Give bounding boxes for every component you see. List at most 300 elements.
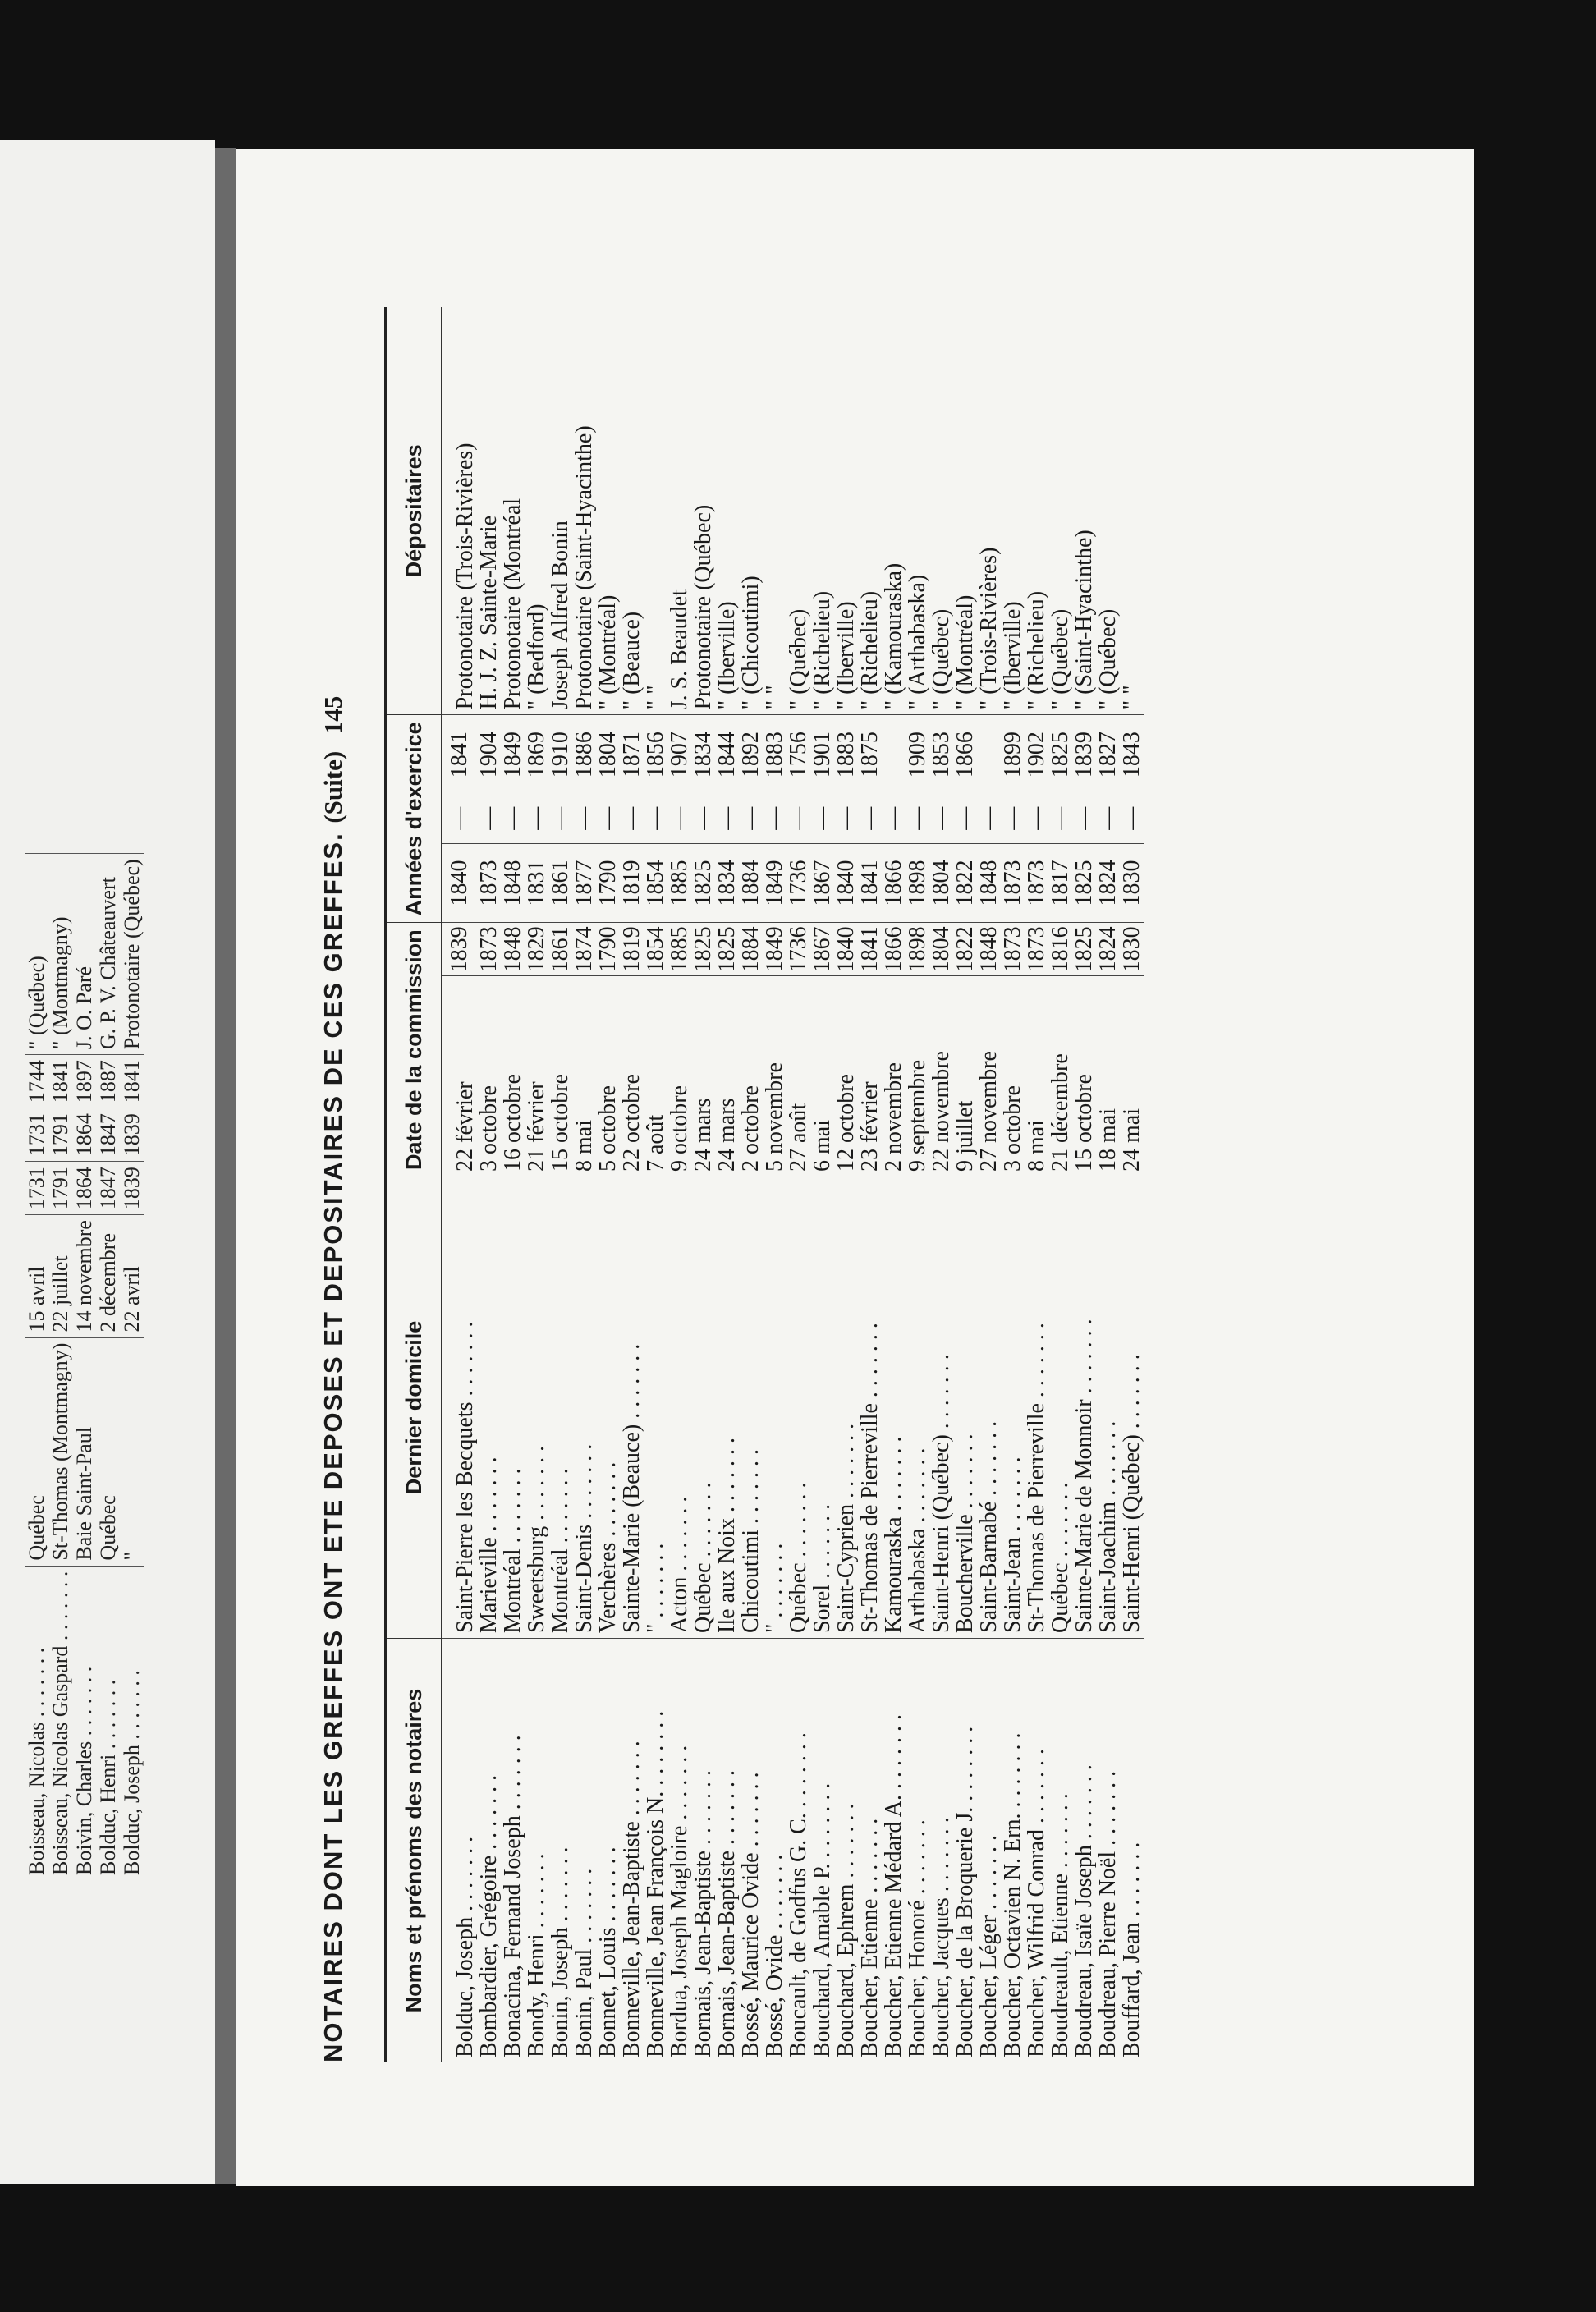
cell-year-end-text: 1909 [905,732,930,778]
table-row [501,307,525,2062]
cell-year-commission [644,923,667,976]
cell-domicile-text: Chicoutimi [738,1530,764,1633]
leader-dots: . . . . . . . [1071,1319,1097,1400]
year-dash: — [500,806,525,830]
cell-date-text: 22 novembre [929,1051,954,1172]
cell-year-end [477,715,501,794]
cell-name-text: Boucher, de la Broquerie J. [952,1806,978,2057]
cell-date-text: 8 mai [571,1120,597,1172]
cell-year-end [882,715,906,794]
cell-year-commission [525,923,548,976]
cell-depositaire [596,307,620,715]
leader-dots: . . . . . . . [929,1817,954,1898]
cell-domicile [525,1177,548,1639]
cell-domicile-text: " [643,1623,668,1633]
cell-year-start-text: 1824 [1095,860,1121,906]
cell-name [25,1566,48,1880]
cell-domicile-text: Montréal [500,1548,525,1633]
cell-domicile [1001,1177,1025,1639]
cell-depositaire-text: " (Québec) [786,608,811,710]
leader-dots: . . . . . . . [72,1666,96,1741]
cell-domicile [596,1177,620,1639]
cell-name [501,1639,525,2063]
leader-dots: . . . . . . . [595,1461,621,1543]
cell-date-text: 8 mai [1024,1120,1049,1172]
cell-domicile [1072,1177,1096,1639]
year-dash: — [619,806,644,830]
cell-name-text: Bouffard, Jean [1119,1922,1144,2057]
cell-domicile-text: Saint-Jean [1000,1537,1025,1633]
leader-dots: . . . . . . . [786,1732,811,1814]
leader-dots: . . . . . . . [809,1503,835,1585]
cell-name-text: Bossé, Ovide [762,1934,787,2057]
cell-depositaire [715,307,739,715]
table-row [1072,307,1096,2062]
cell-date [953,976,977,1177]
cell-depositaire-text: Protonotaire (Trois-Rivières) [452,443,478,710]
cell-depositaire [739,307,763,715]
cell-date-text: 2 décembre [96,1232,120,1333]
cell-depositaire [25,854,48,1055]
cell-year-commission [442,923,478,976]
leader-dots: . . . . . . . [25,1647,48,1723]
cell-domicile-text: Saint-Barnabé [976,1501,1002,1633]
cell-name-text: Boudreau, Isaïe Joseph [1071,1845,1097,2057]
leader-dots: . . . . . . . [714,1438,740,1519]
leader-dots: . . . . . . . [833,1423,859,1504]
cell-depositaire [96,854,120,1055]
cell-name [1072,1639,1096,2063]
table-row [834,307,858,2062]
cell-year-start [525,843,548,923]
leader-dots: . . . . . . . [571,1868,597,1949]
leader-dots: . . . . . . . [952,1434,978,1515]
cell-year-start [834,843,858,923]
cell-depositaire [644,307,667,715]
leader-dots: . . . . . . . [714,1770,740,1851]
cell-year-start-text: 1885 [667,860,692,906]
cell-year-commission-text: 1841 [857,926,883,973]
cell-name-text: Boisseau, Nicolas Gaspard [48,1645,72,1875]
cell-year-end [572,715,596,794]
cell-depositaire [501,307,525,715]
cell-year-commission [72,1162,96,1215]
year-dash: — [881,806,906,830]
cell-name-text: Bordua, Joseph Magloire [667,1825,692,2057]
document-page [236,149,1474,2186]
year-dash: — [714,806,740,830]
table-row [120,854,144,1880]
cell-year-end [787,715,810,794]
cell-depositaire-text: " " [762,685,787,710]
leader-dots: . . . . . . . [786,1482,811,1563]
page-title [319,256,348,2062]
cell-depositaire [667,307,691,715]
leader-dots: . . . . . . . [548,1468,573,1549]
cell-domicile [644,1177,667,1639]
year-dash: — [976,806,1002,830]
cell-name-text: Boivin, Charles [72,1741,96,1875]
cell-year-end-text: 1899 [1000,732,1025,778]
cell-year-end [72,1055,96,1108]
cell-depositaire [882,307,906,715]
cell-year-commission [906,923,929,976]
year-dash: — [1119,806,1144,830]
cell-date [1048,976,1072,1177]
cell-year-end [1001,715,1025,794]
table-row [929,307,953,2062]
cell-date-text: 7 août [643,1114,668,1172]
cell-year-commission-text: 1873 [1024,926,1049,973]
table-row [1025,307,1048,2062]
cell-domicile-text: Marieville [476,1537,502,1633]
cell-domicile [1096,1177,1120,1639]
cell-year-commission [1120,923,1144,976]
cell-year-start-text: 1841 [857,860,883,906]
cell-name [858,1639,882,2063]
cell-year-end-text: 1841 [48,1060,72,1103]
cell-year-start-text: 1834 [714,860,740,906]
cell-name-text: Boucher, Jacques [929,1897,954,2057]
cell-date [1096,976,1120,1177]
leader-dots: . . . . . . . [667,1745,692,1826]
cell-year-commission-text: 1839 [120,1167,144,1210]
cell-depositaire [1120,307,1144,715]
cell-depositaire [72,854,96,1055]
cell-year-start [1096,843,1120,923]
cell-name [644,1639,667,2063]
cell-year-commission [548,923,572,976]
cell-name-text: Boucher, Honoré [905,1900,930,2057]
cell-name-text: Boucher, Etienne [857,1898,883,2057]
cell-year-end-text: 1883 [762,732,787,778]
cell-date [763,976,787,1177]
cell-domicile-text: St-Thomas (Montmagny) [48,1342,72,1561]
cell-name-text: Boudreau, Pierre Noël [1095,1851,1121,2057]
cell-name [977,1639,1001,2063]
column-header-names: Noms et prénoms des notaires [386,1639,442,2063]
cell-year-commission [953,923,977,976]
table-row [596,307,620,2062]
cell-date-text: 27 août [786,1103,811,1172]
table-row [525,307,548,2062]
cell-domicile-text: Montréal [548,1548,573,1633]
cell-domicile [691,1177,715,1639]
cell-depositaire-text: " (Montréal) [595,594,621,710]
cell-year-start [572,843,596,923]
year-dash: — [571,806,597,830]
year-dash: — [738,806,764,830]
cell-date-text: 9 octobre [667,1085,692,1172]
cell-year-start [906,843,929,923]
cell-domicile-text: Québec [786,1562,811,1633]
table-row [620,307,644,2062]
year-dash: — [833,806,859,830]
cell-year-commission-text: 1824 [1095,926,1121,973]
cell-date [1072,976,1096,1177]
cell-date [739,976,763,1177]
table-row [810,307,834,2062]
cell-date-text: 21 décembre [1048,1053,1073,1172]
cell-depositaire-text: " (Bedford) [524,603,549,710]
cell-year-start-text: 1736 [786,860,811,906]
cell-date [787,976,810,1177]
cell-year-commission-text: 1839 [447,926,472,973]
cell-year-commission [1096,923,1120,976]
previous-page-table [25,853,144,1880]
cell-year-end [1096,715,1120,794]
table-row [96,854,120,1880]
cell-year-start-text: 1873 [1024,860,1049,906]
cell-year-start-text: 1830 [1119,860,1144,906]
cell-domicile-text: Québec [96,1495,120,1561]
cell-date-text: 3 octobre [1000,1085,1025,1172]
cell-year-start-text: 1866 [881,860,906,906]
cell-domicile-text: St-Thomas de Pierreville [857,1403,883,1633]
cell-depositaire [1072,307,1096,715]
leader-dots: . . . . . . . [476,1456,502,1538]
cell-depositaire-text: J. O. Paré [72,966,96,1050]
cell-year-commission [691,923,715,976]
cell-date [882,976,906,1177]
cell-year-start [858,843,882,923]
cell-name-text: Bonneville, Jean-Baptiste [619,1821,644,2057]
cell-name [1001,1639,1025,2063]
leader-dots: . . . . . . . [1095,1770,1121,1851]
cell-date [548,976,572,1177]
cell-depositaire-text: " (Beauce) [619,611,644,710]
cell-domicile [787,1177,810,1639]
cell-date-text: 24 mars [690,1098,716,1172]
cell-year-commission [1072,923,1096,976]
cell-date-text: 12 octobre [833,1074,859,1172]
table-row [1096,307,1120,2062]
cell-year-end [620,715,644,794]
leader-dots: . . . . . . . [595,1846,621,1928]
table-body [442,307,1144,2062]
cell-date-text: 15 octobre [1071,1074,1097,1172]
cell-date [477,976,501,1177]
column-header-domicile: Dernier domicile [386,1177,442,1639]
cell-name-text: Bonin, Paul [571,1948,597,2057]
cell-name [120,1566,144,1880]
leader-dots: . . . . . . . [929,1354,954,1435]
cell-name [596,1639,620,2063]
cell-year-start [620,843,644,923]
leader-dots: . . . . . . . [452,1321,478,1402]
cell-year-commission-text: 1804 [929,926,954,973]
leader-dots: . . . . . . . [690,1770,716,1851]
leader-dots: . . . . . . . [1000,1732,1025,1814]
cell-date [525,976,548,1177]
cell-year-start [548,843,572,923]
cell-year-start-text: 1817 [1048,860,1073,906]
cell-depositaire-text: G. P. V. Châteauvert [96,877,120,1050]
cell-year-commission-text: 1791 [48,1167,72,1210]
cell-name [834,1639,858,2063]
cell-date-text: 2 novembre [881,1062,906,1172]
cell-name-text: Boudreault, Etienne [1048,1874,1073,2057]
cell-domicile-text: Ile aux Noix [714,1518,740,1633]
cell-year-end-text: 1892 [738,732,764,778]
cell-year-commission [858,923,882,976]
cell-name-text: Bonneville, Jean François N. [643,1791,668,2057]
cell-domicile-text: Saint-Denis [571,1524,597,1633]
cell-domicile [953,1177,977,1639]
leader-dots: . . . . . . . [452,1836,478,1917]
year-dash: — [643,806,668,830]
cell-depositaire [1048,307,1072,715]
cell-year-end-text: 1910 [548,732,573,778]
cell-year-commission-text: 1736 [786,926,811,973]
table-row [48,854,72,1880]
cell-date-text: 22 juillet [48,1255,72,1333]
leader-dots: . . . . . . . [881,1436,906,1517]
table-row [858,307,882,2062]
leader-dots: . . . . . . . [857,1818,883,1899]
cell-name-text: Bonacina, Fernand Joseph [500,1815,525,2057]
cell-year-start [763,843,787,923]
cell-domicile [120,1337,144,1566]
table-row [1048,307,1072,2062]
cell-year-end [548,715,572,794]
cell-year-end-text: 1849 [500,732,525,778]
cell-depositaire-text: " (Québec) [1048,608,1073,710]
cell-year-commission-text: 1867 [809,926,835,973]
cell-domicile [48,1337,72,1566]
leader-dots: . . . . . . . [738,1772,764,1853]
cell-date [929,976,953,1177]
cell-domicile [25,1337,48,1566]
cell-domicile [763,1177,787,1639]
column-header-depositaires: Dépositaires [386,307,442,715]
cell-year-start-text: 1864 [72,1113,96,1157]
cell-year-end-text: 1839 [1071,732,1097,778]
cell-year-end-text: 1804 [595,732,621,778]
cell-year-commission [501,923,525,976]
cell-date-text: 16 octobre [500,1074,525,1172]
cell-year-commission [620,923,644,976]
cell-domicile-text: Sainte-Marie de Monnoir [1071,1399,1097,1633]
cell-year-start [1025,843,1048,923]
cell-year-commission-text: 1874 [571,926,597,973]
cell-date [572,976,596,1177]
leader-dots: . . . . . . . [619,1741,644,1822]
cell-year-end [858,715,882,794]
cell-date-text: 5 novembre [762,1062,787,1172]
cell-year-commission-text: 1873 [476,926,502,973]
cell-domicile-text: " [762,1623,787,1633]
year-dash: — [786,806,811,830]
cell-date-text: 5 octobre [595,1085,621,1172]
cell-name [525,1639,548,2063]
leader-dots: . . . . . . . [524,1853,549,1934]
cell-date-text: 23 février [857,1081,883,1172]
year-dash: — [809,806,835,830]
cell-domicile [620,1177,644,1639]
cell-domicile [739,1177,763,1639]
cell-year-commission [48,1162,72,1215]
cell-depositaire [572,307,596,715]
cell-domicile [906,1177,929,1639]
cell-date [906,976,929,1177]
cell-domicile [72,1337,96,1566]
cell-domicile-text: Saint-Cyprien [833,1503,859,1633]
cell-year-end [977,715,1001,794]
cell-depositaire [120,854,144,1055]
cell-domicile-text: Saint-Henri (Québec) [929,1434,954,1633]
year-dash: — [1095,806,1121,830]
cell-year-end-text: 1869 [524,732,549,778]
cell-depositaire-text: " (Chicoutimi) [738,576,764,710]
cell-year-end-text: 1853 [929,732,954,778]
leader-dots: . . . . . . . [1024,1749,1049,1830]
title-text: NOTAIRES DONT LES GREFFES ONT ETE DEPOSES ET DEPOSITAIRES DE CES GREFFES. [319,832,347,2062]
year-dash: — [1048,806,1073,830]
cell-depositaire [906,307,929,715]
cell-depositaire-text: " (Iberville) [1000,601,1025,710]
cell-year-start [787,843,810,923]
cell-year-start-text: 1873 [476,860,502,906]
cell-year-end-text: 1825 [1048,732,1073,778]
cell-year-commission-text: 1848 [976,926,1002,973]
cell-date [1025,976,1048,1177]
leader-dots: . . . . . . . [905,1819,930,1901]
cell-domicile-text: Québec [25,1495,48,1561]
cell-year-start-text: 1848 [500,860,525,906]
table-row [572,307,596,2062]
cell-year-start [1048,843,1072,923]
cell-depositaire-text: " (Trois-Rivières) [976,547,1002,710]
cell-domicile [667,1177,691,1639]
title-suite: (Suite) [319,750,347,823]
cell-depositaire [1025,307,1048,715]
leader-dots: . . . . . . . [500,1468,525,1549]
cell-name-text: Boucault, de Godfus G. C. [786,1813,811,2057]
cell-year-start-text: 1898 [905,860,930,906]
cell-name-text: Bouchard, Ephrem [833,1883,859,2057]
cell-date [1001,976,1025,1177]
leader-dots: . . . . . . . [571,1443,597,1525]
cell-year-commission-text: 1854 [643,926,668,973]
cell-year-start-text: 1849 [762,860,787,906]
leader-dots: . . . . . . . [524,1445,549,1526]
cell-depositaire-text: " (Richelieu) [809,590,835,710]
cell-domicile-text: " [120,1551,144,1561]
cell-year-commission [977,923,1001,976]
cell-year-end-text: 1883 [833,732,859,778]
cell-depositaire-text: " (Richelieu) [1024,590,1049,710]
cell-date [667,976,691,1177]
cell-year-end-text: 1841 [120,1060,144,1103]
leader-dots: . . . . . . . [643,1710,668,1791]
cell-year-start [929,843,953,923]
cell-name-text: Boucher, Wilfrid Conrad [1024,1829,1049,2057]
cell-year-end [525,715,548,794]
cell-year-end-text: 1856 [643,732,668,778]
cell-date [96,1215,120,1337]
table-row [442,307,478,2062]
cell-date [715,976,739,1177]
cell-year-commission [477,923,501,976]
year-dash: — [690,806,716,830]
cell-year-commission-text: 1885 [667,926,692,973]
cell-date [596,976,620,1177]
cell-depositaire-text: " (Arthabaska) [905,574,930,710]
cell-domicile-text: Baie Saint-Paul [72,1427,96,1561]
leader-dots: . . . . . . . [476,1774,502,1856]
cell-year-start-text: 1867 [809,860,835,906]
